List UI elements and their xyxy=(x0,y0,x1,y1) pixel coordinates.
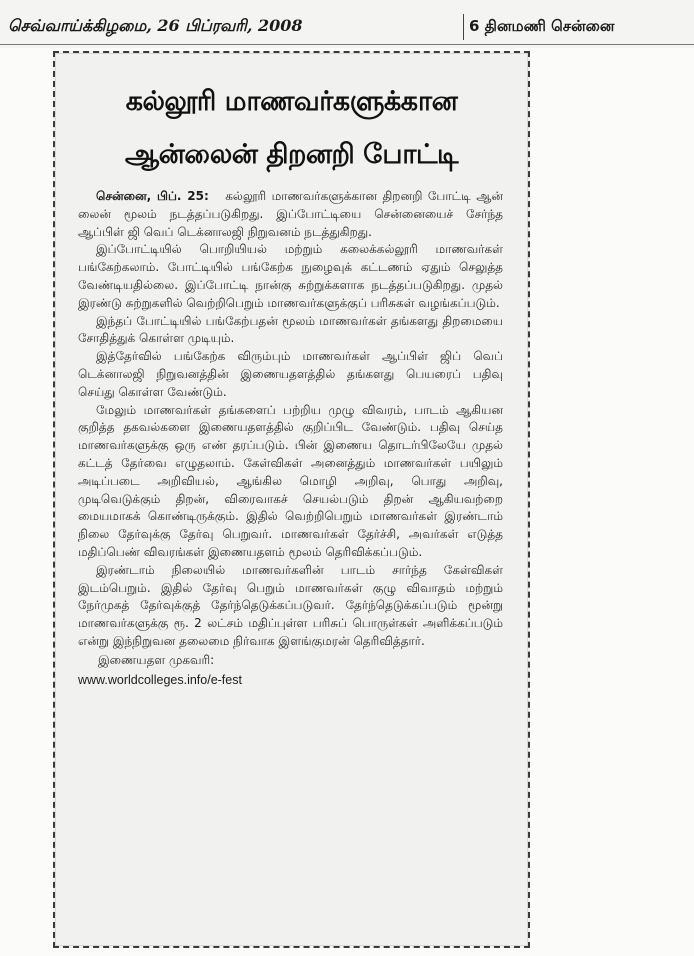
dateline: சென்னை, பிப். 25: xyxy=(96,189,209,203)
paragraph-6: இரண்டாம் நிலையில் மாணவர்களின் பாடம் சார்ந்த கேள்விகள் இடம்பெறும். இதில் தேர்வு பெறும் மாணவர்கள் குழு விவாதம் மற்றும் நேர்முகத் தேர்வுக்குத் தேர்ந்தெடுக்கப்படுவர். தேர்ந்தெடுக்கப்படும் மூன்று மாணவர்களுக்கு ரூ. 2 லட்சம் மதிப்புள்ள பரிசுப் பொருள்கள் அளிக்கப்படும் என்று இந்நிறுவன தலைமை நிர்வாக இளங்குமரன் தெரிவித்தார். xyxy=(78,562,503,648)
headline-line-2: ஆன்லைன் திறனறி போட்டி xyxy=(124,139,459,170)
newspaper-masthead xyxy=(0,0,694,48)
paragraph-1 xyxy=(78,188,503,241)
paragraph-5: மேலும் மாணவர்கள் தங்களைப் பற்றிய முழு விவரம், பாடம் ஆகியன குறித்த தகவல்களை இணையதளத்தில் குறிப்பிட வேண்டும். பதிவு செய்த மாணவர்களுக்கு ஒரு எண் தரப்படும். பின் இணைய தொடர்பிலேயே முதல் கட்டத் தேர்வை எழுதலாம். கேள்விகள் அனைத்தும் மாணவர்கள் பயிலும் அடிப்படை அறிவியல், ஆங்கில மொழி அறிவு, பொது அறிவு, முடிவெடுக்கும் திறன், விரைவாகச் செயல்படும் திறன் ஆகியவற்றை மையமாகக் கொண்டிருக்கும். இதில் வெற்றிபெறும் மாணவர்கள் இரண்டாம் நிலை தேர்வுக்கு தேர்வு பெறுவர். மாணவர்கள் தேர்ச்சி, அவர்கள் எடுத்த மதிப்பெண் விவரங்கள் இணையதளம் மூலம் தெரிவிக்கப்படும். xyxy=(78,402,503,559)
page-number-and-paper-name: 6 தினமணி சென்னை xyxy=(469,17,615,35)
masthead-divider xyxy=(463,14,464,40)
masthead-rule xyxy=(0,44,694,45)
website-url[interactable]: www.worldcolleges.info/e-fest xyxy=(78,672,242,687)
paragraph-4: இத்தேர்வில் பங்கேற்க விரும்பும் மாணவர்கள் ஆப்பிள் ஜிப் வெப் டெக்னாலஜி நிறுவனத்தின் இணையதளத்தில் தங்களது பெயரைப் பதிவு செய்து கொள்ள வேண்டும். xyxy=(78,349,503,399)
news-clipping xyxy=(53,51,530,948)
website-address-label: இணையதள முகவரி: xyxy=(98,652,215,667)
paragraph-2: இப்போட்டியில் பொறியியல் மற்றும் கலைக்கல்லூரி மாணவர்கள் பங்கேற்கலாம். போட்டியில் பங்கேற்க நுழைவுக் கட்டணம் ஏதும் செலுத்த வேண்டியதில்லை. இப்போட்டி நான்கு சுற்றுக்களாக நடத்தப்படுகிறது. முதல் இரண்டு சுற்றுகளில் வெற்றிபெறும் மாணவர்களுக்குப் பரிசுகள் வழங்கப்படும். xyxy=(78,242,503,310)
paragraph-3: இந்தப் போட்டியில் பங்கேற்பதன் மூலம் மாணவர்கள் தங்களது திறமையை சோதித்துக் கொள்ள முடியும். xyxy=(78,313,503,346)
publication-date: செவ்வாய்க்கிழமை, 26 பிப்ரவரி, 2008 xyxy=(8,16,303,35)
headline-line-1: கல்லூரி மாணவர்களுக்கான xyxy=(125,86,458,117)
paragraph-1-text: கல்லூரி மாணவர்களுக்கான திறனறி போட்டி ஆன் லைன் மூலம் நடத்தப்படுகிறது. இப்போட்டியை சென்னையைச் சேர்ந்த ஆப்பிள் ஜி வெப் டெக்னாலஜி நிறுவனம் நடத்துகிறது. xyxy=(78,189,503,239)
article-body xyxy=(78,188,503,689)
